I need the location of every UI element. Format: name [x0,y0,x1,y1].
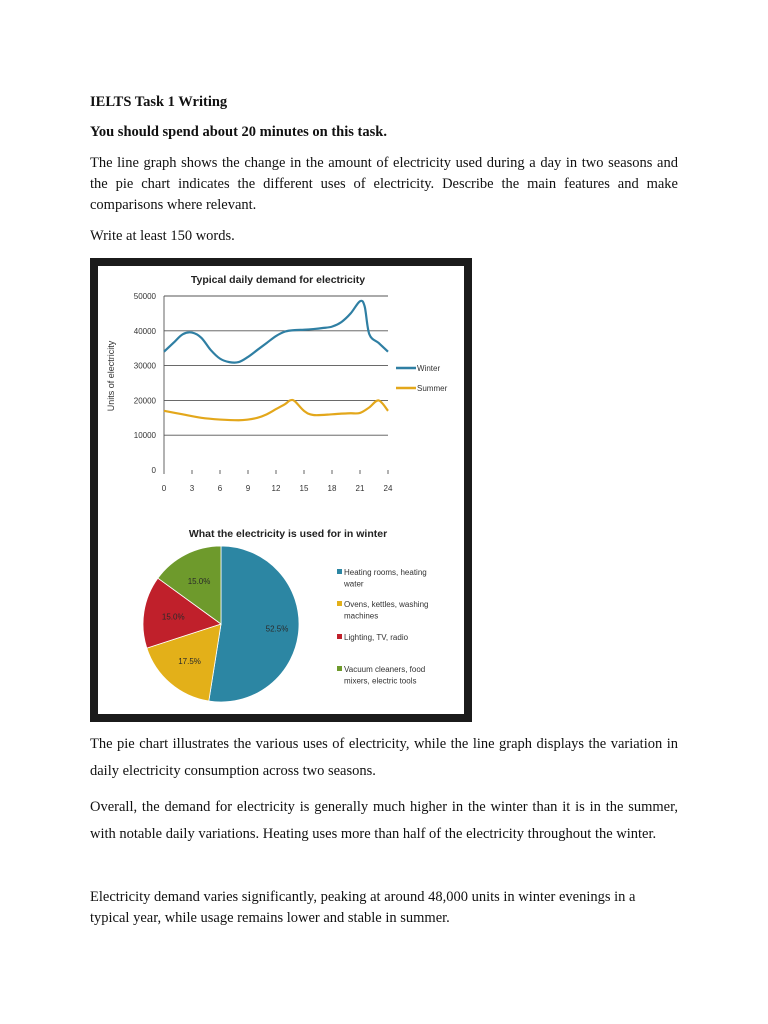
line-chart-y-tick-label: 50000 [133,292,156,301]
line-chart-y-tick-label: 10000 [133,431,156,441]
word-requirement: Write at least 150 words. [90,228,235,244]
pie-slice-value-label: 52.5% [265,624,289,634]
line-chart-x-tick-label: 0 [161,484,167,493]
line-legend-label-winter: Winter [417,364,441,373]
line-chart-y-tick-label: 40000 [133,326,156,336]
line-chart-y-tick-label: 0 [151,466,156,475]
task-prompt: The line graph shows the change in the amount of electricity used during a day in two seasons and the pie chart indicates the different uses of electricity. Describe the main features and make comparisons where relevant. [90,155,678,213]
figure-panel [98,266,464,714]
pie-legend-label: Lighting, TV, radio [344,633,409,642]
line-chart-y-tick-label: 30000 [133,361,156,371]
answer-paragraph-2: Overall, the demand for electricity is generally much higher in the winter than it is in the summer, with notable daily variations. Heating uses more than half of the electricity throughout the winter. [90,799,678,842]
line-series-winter [164,301,388,363]
line-chart-y-axis-label: Units of electricity [106,340,116,412]
figure-charts [98,266,464,714]
line-chart-title: Typical daily demand for electricity [190,274,366,286]
pie-legend-swatch [337,601,342,606]
pie-legend-label: Heating rooms, heating water [344,568,427,589]
pie-chart-title: What the electricity is used for in winter [188,528,388,540]
line-chart-x-tick-label: 12 [271,484,281,493]
line-chart-x-tick-label: 24 [383,484,393,493]
pie-slice-value-label: 17.5% [178,656,201,666]
pie-legend-swatch [337,634,342,639]
task-figure [90,258,472,722]
pie-legend-label: Vacuum cleaners, food mixers, electric tools [344,665,426,686]
line-chart-y-tick-label: 20000 [133,396,156,406]
line-chart-x-tick-label: 9 [245,484,251,493]
line-chart-x-tick-label: 15 [299,484,309,493]
line-chart-x-tick-label: 21 [355,484,365,493]
time-instruction: You should spend about 20 minutes on this task. [90,124,387,140]
pie-slice-value-label: 15.0% [187,576,211,586]
line-chart-x-tick-label: 3 [189,484,195,493]
line-series-summer [164,400,388,420]
pie-slice-value-label: 15.0% [161,612,185,622]
line-legend-label-summer: Summer [417,384,448,393]
pie-legend-label: Ovens, kettles, washing machines [344,600,429,621]
line-chart-x-tick-label: 6 [217,484,223,493]
answer-paragraph-3: Electricity demand varies significantly, peaking at around 48,000 units in winter evenings in a typical year, while usage remains lower and stable in summer. [90,889,636,926]
document-title: IELTS Task 1 Writing [90,94,228,110]
answer-paragraph-1: The pie chart illustrates the various uses of electricity, while the line graph displays the variation in daily electricity consumption across two seasons. [90,736,678,779]
pie-legend-swatch [337,569,342,574]
line-chart-x-tick-label: 18 [327,484,337,493]
line-chart [134,292,448,493]
pie-legend-swatch [337,666,342,671]
pie-chart [143,546,428,702]
